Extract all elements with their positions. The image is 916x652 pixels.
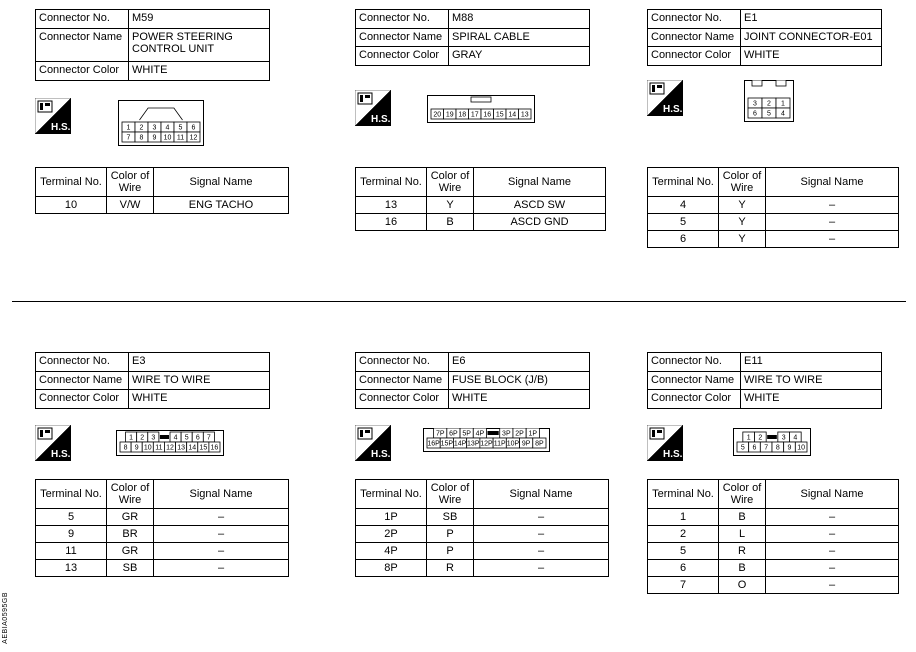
signal-name-cell: ASCD SW [474, 197, 606, 214]
wire-color-cell: Y [427, 197, 474, 214]
pin-number: 13 [520, 111, 529, 119]
pin-number: 5 [184, 434, 189, 442]
terminal-no-cell: 4P [356, 543, 427, 560]
terminal-no-header: Terminal No. [36, 480, 107, 509]
connector-name-label: Connector Name [36, 29, 129, 62]
wire-color-cell: B [719, 509, 766, 526]
connector-color-value: GRAY [449, 47, 590, 66]
pin-number: 9 [152, 134, 157, 142]
signal-table [35, 167, 289, 214]
connector-color-label: Connector Color [356, 390, 449, 409]
connector-no-label: Connector No. [648, 10, 741, 29]
connector-no-value: E1 [741, 10, 882, 29]
wire-color-cell: R [719, 543, 766, 560]
pin-number: 2 [140, 434, 145, 442]
pin-number: 5P [462, 430, 471, 438]
connector-color-label: Connector Color [36, 62, 129, 81]
signal-name-cell: – [474, 543, 609, 560]
pin-number: 4 [173, 434, 178, 442]
table-row [648, 214, 899, 231]
signal-table [355, 167, 606, 231]
hs-label: H.S. [51, 122, 71, 133]
connector-name-label: Connector Name [356, 29, 449, 47]
pin-number: 15 [199, 444, 208, 452]
connector-no-label: Connector No. [356, 10, 449, 29]
table-row [648, 509, 899, 526]
pin-number: 11 [155, 444, 163, 452]
table-row [36, 509, 289, 526]
table-row [648, 560, 899, 577]
pin-number: 15P [440, 440, 454, 448]
connector-no-label: Connector No. [36, 353, 129, 372]
pin-number: 5 [178, 124, 183, 132]
table-row [648, 526, 899, 543]
connector-color-label: Connector Color [648, 390, 741, 409]
terminal-no-header: Terminal No. [356, 480, 427, 509]
signal-table [355, 479, 609, 577]
wire-color-cell: B [719, 560, 766, 577]
pin-number: 16P [427, 440, 440, 448]
connector-no-value: M59 [129, 10, 270, 29]
connector-info-table [35, 352, 270, 409]
pin-number: 6 [195, 434, 200, 442]
pin-number: 8 [139, 134, 144, 142]
pin-number: 2 [758, 434, 763, 442]
pin-number: 5 [740, 444, 745, 452]
pin-number: 17 [470, 111, 479, 119]
pin-number: 1P [528, 430, 538, 438]
wire-color-cell: GR [107, 509, 154, 526]
pin-number: 3 [151, 434, 156, 442]
pin-number: 14 [508, 111, 517, 119]
terminal-no-cell: 11 [36, 543, 107, 560]
signal-name-header: Signal Name [766, 480, 899, 509]
signal-name-cell: – [154, 543, 289, 560]
connector-info-table [647, 9, 882, 66]
pin-number: 5 [767, 110, 771, 118]
harness-side-icon [35, 98, 71, 134]
harness-side-icon [647, 425, 683, 461]
signal-name-cell: ENG TACHO [154, 197, 289, 214]
terminal-no-cell: 10 [36, 197, 107, 214]
connector-color-value: WHITE [741, 47, 882, 66]
table-row [356, 214, 606, 231]
table-row [356, 197, 606, 214]
terminal-no-cell: 1 [648, 509, 719, 526]
connector-no-value: E3 [129, 353, 270, 372]
wire-color-cell: R [427, 560, 474, 577]
pin-number: 3P [502, 430, 511, 438]
keyway-mark [488, 431, 499, 435]
pin-number: 7 [206, 434, 211, 442]
signal-table [647, 167, 899, 248]
wire-color-cell: L [719, 526, 766, 543]
signal-name-cell: – [154, 526, 289, 543]
connector-no-value: M88 [449, 10, 590, 29]
figure-code: AEBIA0595GB [2, 592, 9, 644]
terminal-no-cell: 8P [356, 560, 427, 577]
connector-name-value: POWER STEERING CONTROL UNIT [129, 29, 270, 62]
pin-number: 7 [764, 444, 769, 452]
connector-name-value: SPIRAL CABLE [449, 29, 590, 47]
pin-number: 7P [435, 430, 445, 438]
hs-label: H.S. [51, 449, 71, 460]
signal-table [35, 479, 289, 577]
signal-name-cell: – [766, 543, 899, 560]
table-row [36, 526, 289, 543]
pin-number: 8P [535, 440, 544, 448]
terminal-no-cell: 5 [648, 543, 719, 560]
pin-number: 12 [189, 134, 198, 142]
signal-name-cell: – [766, 231, 899, 248]
signal-table [647, 479, 899, 594]
terminal-no-header: Terminal No. [648, 480, 719, 509]
table-row [356, 526, 609, 543]
connector-no-value: E6 [449, 353, 590, 372]
hs-label: H.S. [371, 114, 391, 125]
wire-color-cell: BR [107, 526, 154, 543]
terminal-no-cell: 4 [648, 197, 719, 214]
signal-name-cell: – [766, 560, 899, 577]
connector-face-diagram [733, 428, 811, 456]
hs-label: H.S. [371, 449, 391, 460]
connector-color-value: WHITE [741, 390, 882, 409]
pin-number: 16 [483, 111, 492, 119]
table-row [36, 543, 289, 560]
table-row [36, 197, 289, 214]
connector-face-diagram [118, 100, 204, 146]
pin-number: 6 [752, 444, 757, 452]
wire-color-cell: SB [107, 560, 154, 577]
pin-number: 12P [480, 440, 493, 448]
connector-face-diagram [427, 95, 535, 123]
table-row [648, 543, 899, 560]
pin-number: 8 [123, 444, 128, 452]
pin-number: 4 [165, 124, 170, 132]
keyway-mark [160, 435, 169, 439]
signal-name-cell: – [474, 509, 609, 526]
connector-name-label: Connector Name [356, 372, 449, 390]
pin-number: 3 [753, 100, 757, 108]
terminal-no-header: Terminal No. [356, 168, 427, 197]
connector-face-diagram [423, 428, 550, 452]
terminal-no-header: Terminal No. [36, 168, 107, 197]
signal-name-cell: – [154, 509, 289, 526]
pin-number: 10P [506, 440, 520, 448]
wire-color-cell: GR [107, 543, 154, 560]
terminal-no-header: Terminal No. [648, 168, 719, 197]
wire-color-header: Color of Wire [107, 168, 154, 197]
table-row [36, 560, 289, 577]
harness-side-icon [35, 425, 71, 461]
hs-label: H.S. [663, 104, 683, 115]
connector-face-diagram [116, 430, 224, 456]
wire-color-cell: SB [427, 509, 474, 526]
table-row [356, 560, 609, 577]
pin-number: 9 [134, 444, 139, 452]
pin-number: 19 [445, 111, 454, 119]
terminal-no-cell: 6 [648, 560, 719, 577]
connector-face-diagram [744, 80, 794, 122]
pin-number: 10 [163, 134, 172, 142]
wire-color-header: Color of Wire [427, 168, 474, 197]
wire-color-header: Color of Wire [107, 480, 154, 509]
table-row [648, 197, 899, 214]
terminal-no-cell: 2 [648, 526, 719, 543]
connector-color-label: Connector Color [356, 47, 449, 66]
terminal-no-cell: 7 [648, 577, 719, 594]
connector-name-label: Connector Name [648, 372, 741, 390]
terminal-no-cell: 5 [36, 509, 107, 526]
hs-label: H.S. [663, 449, 683, 460]
terminal-no-cell: 13 [356, 197, 427, 214]
signal-name-header: Signal Name [766, 168, 899, 197]
wire-color-cell: O [719, 577, 766, 594]
pin-number: 3 [781, 434, 786, 442]
signal-name-cell: ASCD GND [474, 214, 606, 231]
terminal-no-cell: 2P [356, 526, 427, 543]
pin-number: 14P [453, 440, 467, 448]
pin-number: 9 [787, 444, 792, 452]
connector-name-label: Connector Name [36, 372, 129, 390]
connector-name-value: FUSE BLOCK (J/B) [449, 372, 590, 390]
connector-no-label: Connector No. [648, 353, 741, 372]
wire-color-header: Color of Wire [719, 480, 766, 509]
pin-number: 13P [467, 440, 480, 448]
pin-number: 4P [475, 430, 485, 438]
wire-color-cell: Y [719, 231, 766, 248]
signal-name-header: Signal Name [154, 168, 289, 197]
pin-number: 1 [129, 434, 134, 442]
pin-number: 4 [793, 434, 798, 442]
terminal-no-cell: 13 [36, 560, 107, 577]
connector-name-value: JOINT CONNECTOR-E01 [741, 29, 882, 47]
signal-name-cell: – [474, 560, 609, 577]
harness-side-icon [355, 90, 391, 126]
latch [471, 97, 491, 102]
pin-number: 20 [433, 111, 442, 119]
pin-number: 15 [495, 111, 504, 119]
pin-number: 13 [177, 444, 186, 452]
connector-name-label: Connector Name [648, 29, 741, 47]
pin-number: 8 [775, 444, 780, 452]
terminal-no-cell: 5 [648, 214, 719, 231]
pin-number: 3 [152, 124, 157, 132]
signal-name-cell: – [766, 197, 899, 214]
signal-name-cell: – [766, 214, 899, 231]
pin-number: 2 [767, 100, 771, 108]
pin-number: 1 [126, 124, 131, 132]
connector-info-table [355, 352, 590, 409]
pin-number: 7 [126, 134, 131, 142]
pin-number: 6P [449, 430, 458, 438]
keyway-mark [767, 435, 777, 439]
pin-number: 6 [753, 110, 757, 118]
table-row [648, 577, 899, 594]
signal-name-cell: – [766, 526, 899, 543]
pin-number: 6 [191, 124, 196, 132]
terminal-no-cell: 1P [356, 509, 427, 526]
connector-no-value: E11 [741, 353, 882, 372]
connector-color-value: WHITE [129, 390, 270, 409]
connector-color-label: Connector Color [36, 390, 129, 409]
connector-info-table [35, 9, 270, 81]
pin-number: 12 [166, 444, 174, 452]
pin-number: 2P [515, 430, 524, 438]
signal-name-cell: – [766, 509, 899, 526]
signal-name-cell: – [766, 577, 899, 594]
signal-name-cell: – [154, 560, 289, 577]
pin-number: 9P [521, 440, 531, 448]
pin-number: 2 [139, 124, 144, 132]
connector-color-value: WHITE [129, 62, 270, 81]
connector-no-label: Connector No. [356, 353, 449, 372]
pin-number: 1 [746, 434, 751, 442]
signal-name-header: Signal Name [474, 480, 609, 509]
section-divider [12, 301, 906, 302]
terminal-no-cell: 6 [648, 231, 719, 248]
connector-info-table [355, 9, 590, 66]
pin-number: 4 [781, 110, 785, 118]
connector-info-table [647, 352, 882, 409]
connector-color-value: WHITE [449, 390, 590, 409]
pin-number: 14 [188, 444, 197, 452]
pin-number: 10 [143, 444, 152, 452]
table-row [356, 509, 609, 526]
wire-color-cell: V/W [107, 197, 154, 214]
connector-no-label: Connector No. [36, 10, 129, 29]
signal-name-cell: – [474, 526, 609, 543]
signal-name-header: Signal Name [474, 168, 606, 197]
wire-color-cell: P [427, 543, 474, 560]
connector-name-value: WIRE TO WIRE [741, 372, 882, 390]
wire-color-cell: B [427, 214, 474, 231]
pin-number: 18 [458, 111, 467, 119]
wire-color-cell: Y [719, 197, 766, 214]
wire-color-header: Color of Wire [719, 168, 766, 197]
wire-color-header: Color of Wire [427, 480, 474, 509]
table-row [648, 231, 899, 248]
pin-number: 11P [493, 440, 506, 448]
signal-name-header: Signal Name [154, 480, 289, 509]
pin-number: 1 [781, 100, 785, 108]
wire-color-cell: Y [719, 214, 766, 231]
pin-number: 10 [797, 444, 806, 452]
harness-side-icon [647, 80, 683, 116]
connector-color-label: Connector Color [648, 47, 741, 66]
pin-number: 11 [176, 134, 185, 142]
pin-number: 16 [210, 444, 219, 452]
wire-color-cell: P [427, 526, 474, 543]
table-row [356, 543, 609, 560]
terminal-no-cell: 16 [356, 214, 427, 231]
terminal-no-cell: 9 [36, 526, 107, 543]
harness-side-icon [355, 425, 391, 461]
connector-name-value: WIRE TO WIRE [129, 372, 270, 390]
